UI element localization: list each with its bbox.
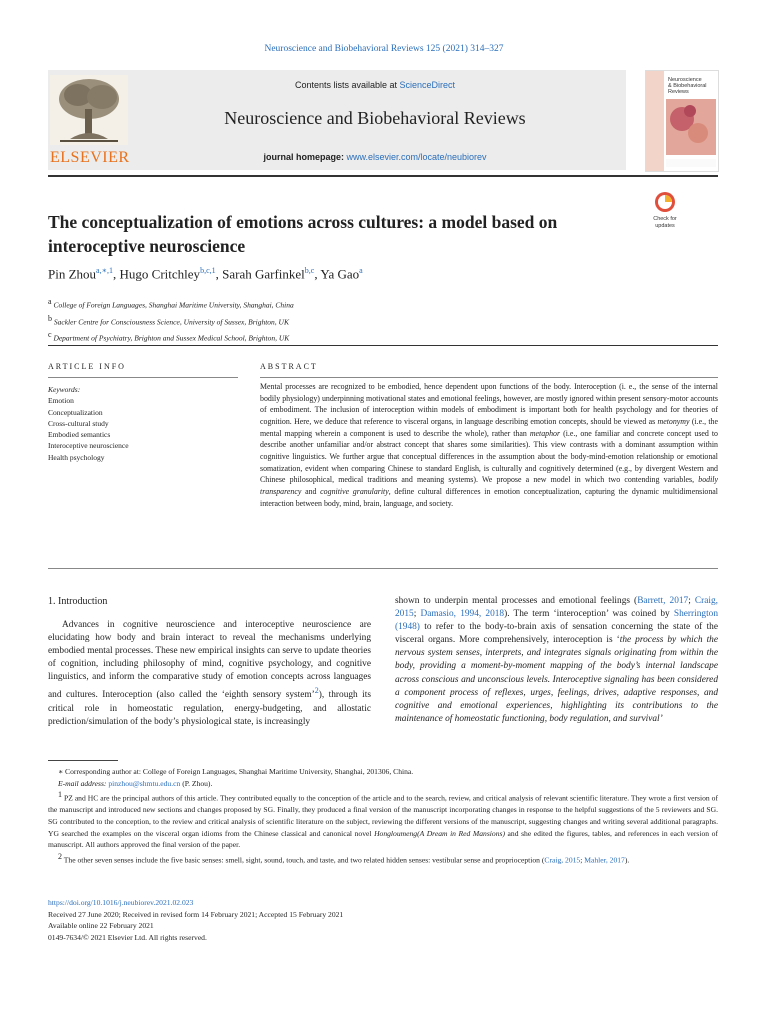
svg-text:updates: updates [655, 223, 675, 229]
footnote-corresponding: ∗ Corresponding author at: College of Foreign Languages, Shanghai Maritime University, Shanghai, 201306, China. [58, 767, 414, 776]
author-list [48, 266, 608, 282]
citation-separator: ; [580, 855, 585, 865]
intro-text: ). The term ‘interoception’ was coined by [504, 609, 674, 620]
check-for-updates-icon [645, 190, 685, 230]
author-separator: , [113, 266, 120, 282]
keyword-item: Health psychology [48, 452, 105, 462]
email-label: E-mail address: [58, 778, 109, 788]
abstract-term-metonymy: metonymy [657, 416, 690, 426]
contents-prefix: Contents lists available at [294, 80, 400, 90]
journal-reference-link[interactable]: Neuroscience and Biobehavioral Reviews 125 (2021) 314–327 [264, 44, 504, 54]
footnote-text: and she edited the figures, tables, and references in each version of manuscript. All authors approved the final version of the paper. [48, 828, 718, 850]
interoception-definition-quote: the process by which the nervous system senses, interprets, and integrates signals originating from within the body, providing a moment-by-moment mapping of the body’s internal landscape across conscious and unconscious levels. Interoceptive signaling has been considered a component process of reflexes, urges, feelings, drives, adaptive responses, and cognitive and emotional experiences, highlighting its contributions to the maintenance of homeostatic functioning, body regulation, and survival’ [395, 635, 718, 724]
svg-text:Check for: Check for [653, 216, 677, 222]
author-name[interactable]: Ya Gao [320, 266, 360, 282]
email-suffix: (P. Zhou). [180, 778, 213, 788]
check-for-updates-badge[interactable] [645, 190, 685, 230]
email-link[interactable]: pinzhou@shmtu.edu.cn [108, 778, 181, 788]
contents-line [130, 80, 620, 90]
keywords-label: Keywords: [48, 385, 81, 394]
keyword-item: Embodied semantics [48, 430, 111, 440]
header-rule [48, 345, 718, 346]
journal-title: Neuroscience and Biobehavioral Reviews [224, 108, 526, 128]
citation-separator: ; [688, 596, 695, 606]
keyword-item: Conceptualization [48, 407, 103, 417]
masthead-rule [48, 175, 718, 177]
article-info-heading: ARTICLE INFO [48, 362, 126, 371]
footnote-email [48, 778, 718, 790]
affiliation-mark: a [48, 297, 52, 306]
intro-text: shown to underpin mental processes and emotional feelings ( [395, 596, 638, 606]
keyword-item: Interoceptive neuroscience [48, 441, 129, 451]
keyword-item: Cross-cultural study [48, 418, 109, 428]
citation-damasio-link[interactable]: Damasio, 1994, 2018 [420, 609, 505, 620]
intro-text: ), through its critical role in homeostatic regulation, energy-budgeting, and allostatic prediction/simulation of the body’s physiological state, is increasingly [48, 690, 372, 727]
abstract-bottom-rule [48, 568, 718, 569]
intro-paragraph [48, 619, 371, 729]
online-date: Available online 22 February 2021 [48, 921, 154, 931]
affiliation-mark: b [48, 313, 52, 323]
footnote-1 [48, 789, 718, 851]
author-name[interactable]: Hugo Critchley [119, 266, 201, 282]
copyright-line: 0149-7634/© 2021 Elsevier Ltd. All rights reserved. [48, 932, 207, 942]
abstract-term-transparency: bodily transparency [260, 475, 718, 496]
novel-title: Hongloumeng [374, 828, 418, 838]
author-separator: , [215, 266, 223, 282]
citation-sherrington-link[interactable]: Sherrington (1948) [395, 609, 719, 633]
sciencedirect-link[interactable]: ScienceDirect [399, 80, 456, 90]
affiliation-mark: c [48, 330, 52, 339]
footnote-2 [48, 851, 718, 866]
footnote-mark-link[interactable]: 2 [314, 686, 319, 696]
footnote-rule [48, 760, 118, 761]
abstract-term-granularity: cognitive granularity [320, 486, 389, 496]
introduction-right-column [395, 595, 718, 726]
keywords-list [48, 384, 238, 463]
citation-craig-link[interactable]: Craig, 2015 [395, 596, 718, 620]
affiliation-item [48, 328, 608, 345]
affiliation-item [48, 312, 608, 329]
affiliation-item [48, 295, 608, 312]
svg-text:& Biobehavioral: & Biobehavioral [668, 83, 707, 89]
doi-link[interactable]: https://doi.org/10.1016/j.neubiorev.2021.02.023 [48, 898, 194, 907]
keyword-item: Emotion [48, 396, 74, 406]
author-marks[interactable]: b,c [304, 266, 315, 275]
intro-text: Advances in cognitive neuroscience and interoceptive neuroscience are elucidating how body and brain interact to reveal the mechanisms underlying embodied mental processes. These new empirical insights can serve to update theories of cognition, including philosophy of mind, cognitive psychology, and cognitive linguistics, and inform the comparative study of emotion concepts across languages and cultures. Interoception (also called the ‘eighth sensory system’ [48, 620, 371, 701]
publisher-wordmark: ELSEVIER [50, 149, 130, 166]
author-marks[interactable]: b,c,1 [200, 266, 216, 275]
affiliation-text: College of Foreign Languages, Shanghai Maritime University, Shanghai, China [53, 300, 294, 310]
abstract-heading: ABSTRACT [260, 362, 318, 371]
author-marks[interactable]: a,∗,1 [96, 266, 114, 275]
novel-title-english: (A Dream in Red Mansions) [417, 828, 505, 838]
footnote-text: ). [624, 855, 630, 865]
elsevier-logo[interactable] [50, 75, 128, 167]
elsevier-tree-icon [50, 75, 128, 145]
intro-text: to refer to the body-to-brain axis of sensation concerning the state of the visceral organs. More comprehensively, interoception is ‘ [395, 622, 718, 646]
homepage-line [130, 152, 620, 162]
article-info-rule [48, 377, 238, 378]
abstract-text [260, 381, 718, 509]
citation-craig-link[interactable]: Craig, 2015 [544, 855, 581, 865]
homepage-link[interactable]: www.elsevier.com/locate/neubiorev [346, 152, 487, 162]
author-name[interactable]: Sarah Garfinkel [222, 266, 305, 282]
citation-barrett-link[interactable]: Barrett, 2017 [637, 596, 689, 606]
publication-info [48, 897, 718, 943]
abstract-rule [260, 377, 718, 378]
article-title: The conceptualization of emotions across cultures: a model based on interoceptive neuroscience [48, 212, 558, 256]
footnote-2-mark: 2 [58, 851, 62, 861]
affiliation-text: Sackler Centre for Consciousness Science, University of Sussex, Brighton, UK [53, 317, 289, 326]
abstract-part: (i.e., one familiar and concrete concept used to describe another unfamiliar and/or abstract concept that shares some similarities). This view contrasts with a dominant assumption within cognitive linguistics. We further argue that conceptual differences in the assumption about the body-mind-emotion relationship or emotional somatization, evident when comparing Chinese to standard English, is culturally and cognitively determined (e.g., by divergent Western and Chinese philosophical, medical traditions and meaning systems). We propose a new model in which two contending variables, [260, 428, 718, 485]
footnotes [48, 766, 718, 866]
abstract-term-metaphor: metaphor [529, 428, 561, 438]
citation-separator: ; [413, 609, 421, 620]
footnote-1-mark: 1 [58, 790, 62, 800]
affiliation-text: Department of Psychiatry, Brighton and Sussex Medical School, Brighton, UK [53, 333, 290, 343]
homepage-prefix: journal homepage: [263, 152, 347, 162]
author-separator: , [314, 266, 321, 282]
journal-cover-image[interactable] [645, 70, 719, 172]
svg-text:Reviews: Reviews [668, 89, 689, 95]
received-dates: Received 27 June 2020; Received in revised form 14 February 2021; Accepted 15 February 2021 [48, 909, 344, 919]
journal-cover-icon [646, 71, 718, 171]
author-marks[interactable]: a [359, 266, 363, 275]
abstract-part: Mental processes are recognized to be embodied, hence dependent upon functions of the body. Interoception (i. e., the sense of the internal bodily physiology) underpinning motivational states and emotional feelings, however, are mostly ignored within present sensory-motor accounts of embodiment. The inclusion of interoception within models of embodiment is important both for health psychology and for theories of cognition. Here, we deduce that reference to visceral organs, in language describing emotion concepts, should be viewed as [260, 382, 718, 426]
author-name[interactable]: Pin Zhou [48, 266, 97, 282]
abstract-part: and [301, 486, 321, 496]
abstract-part: (i.e., the mental mapping wherein a component is used to describe the whole), rather than [260, 416, 718, 438]
footnote-text: PZ and HC are the principal authors of this article. They contributed equally to the conception of the article and to the search, review, and critical analysis of relevant scientific literature. They wrote a first version of the manuscript and introduced new sections and changes proposed by SG. Finally, they produced a final version of the manuscript incorporating changes in response to the helpful suggestions of the 5 reviewers and SG. SG contributed to the conception, to the review and critical analysis of scientific literature on the subject, reviewing the different versions of the manuscript, suggesting changes and writing several additional paragraphs. YG searched the examples on the visceral organ idioms from the Chinese classical and canonical novel [48, 793, 718, 838]
affiliations [48, 295, 608, 345]
introduction-left-column [48, 619, 371, 729]
abstract-part: , define cultural differences in emotion conceptualization, capturing the dynamic multidimensional interaction between body, mind, brain, language, and society. [260, 486, 718, 508]
footnote-text: The other seven senses include the five basic senses: smell, sight, sound, touch, and taste, and two related hidden senses: vestibular sense and proprioception ( [62, 855, 545, 865]
citation-mahler-link[interactable]: Mahler, 2017 [584, 855, 625, 865]
svg-text:Neuroscience: Neuroscience [668, 77, 702, 83]
introduction-heading: 1. Introduction [48, 596, 108, 607]
